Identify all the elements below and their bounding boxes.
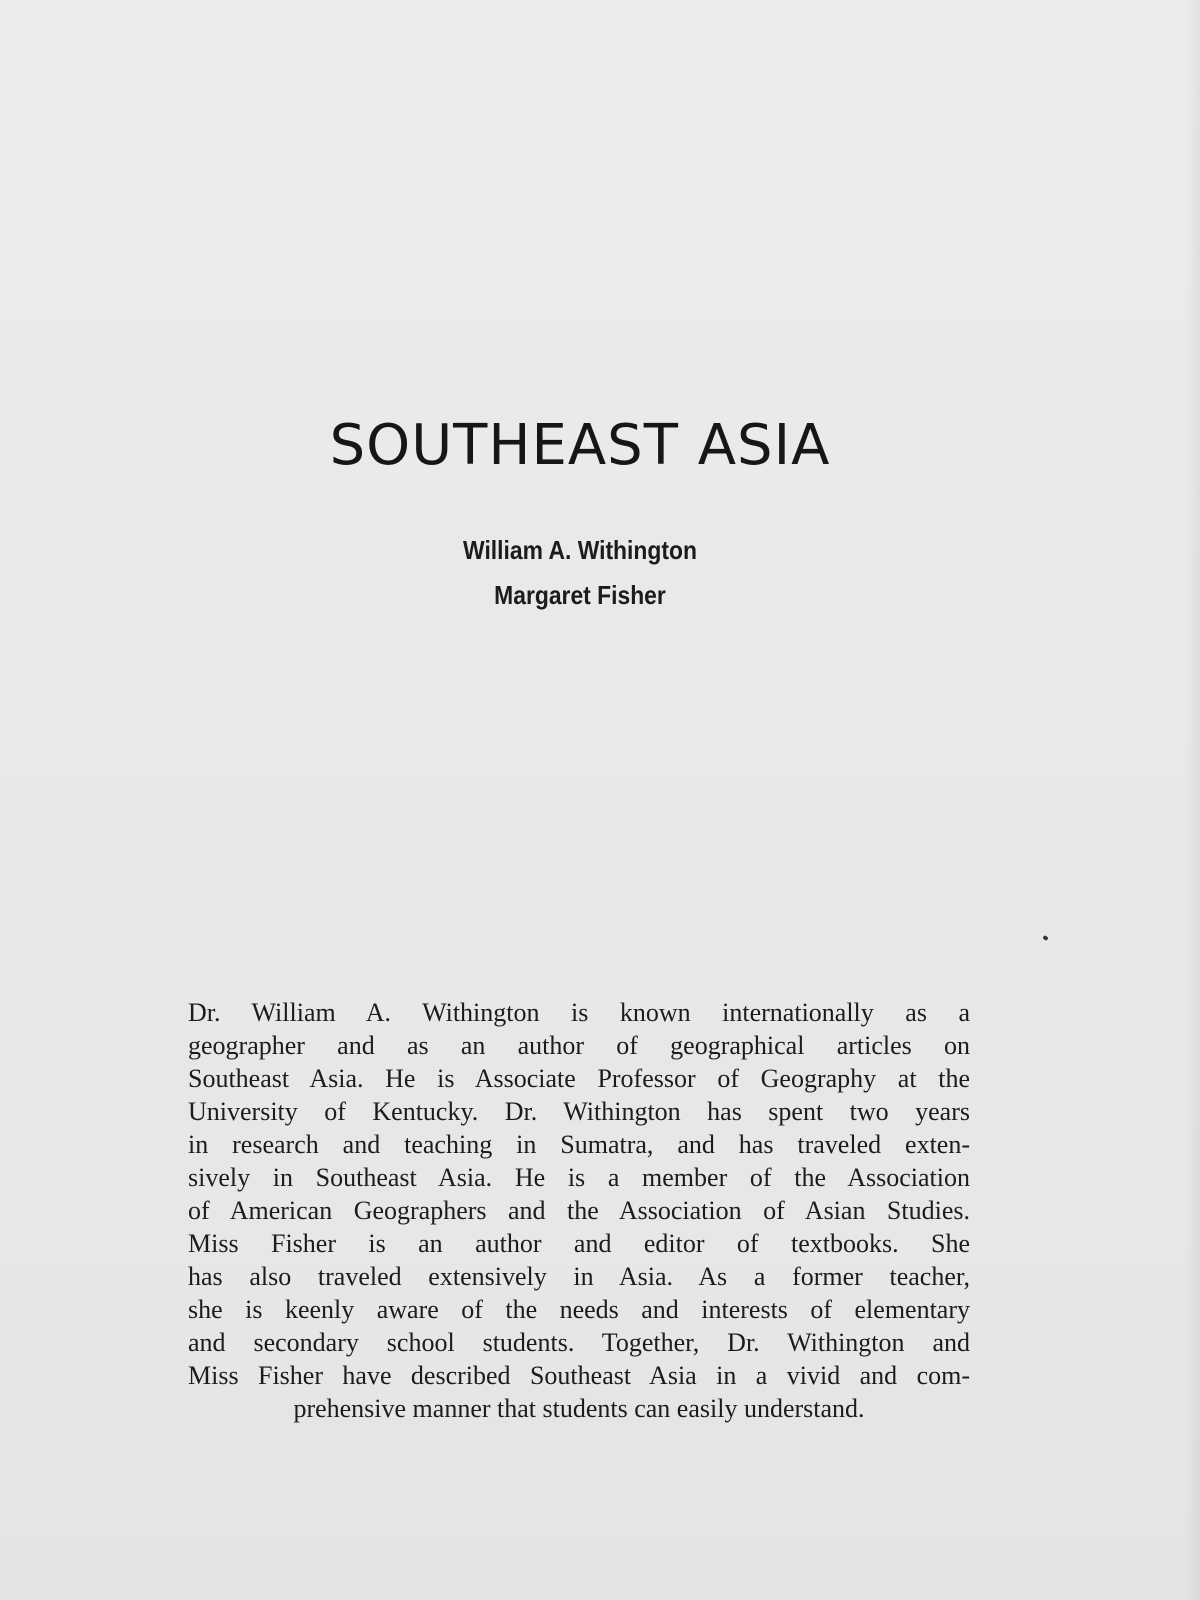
bio-line: Dr. William A. Withington is known internationally as a [188, 998, 970, 1027]
bio-line: she is keenly aware of the needs and interests of elementary [188, 1295, 970, 1324]
author-name: William A. Withington [463, 535, 697, 565]
bio-line: Miss Fisher is an author and editor of textbooks. She [188, 1229, 970, 1258]
bio-line: geographer and as an author of geographical articles on [188, 1031, 970, 1060]
bio-line: of American Geographers and the Association of Asian Studies. [188, 1196, 970, 1225]
page-edge-shadow [1186, 0, 1200, 1600]
bio-line: prehensive manner that students can easily understand. [293, 1394, 865, 1423]
bio-line: Southeast Asia. He is Associate Professor of Geography at the [188, 1064, 970, 1093]
author-list [0, 528, 1160, 618]
bio-line: has also traveled extensively in Asia. As a former teacher, [188, 1262, 970, 1291]
bio-line: in research and teaching in Sumatra, and has traveled exten- [188, 1130, 970, 1159]
author-biography [188, 996, 970, 1425]
bio-line: sively in Southeast Asia. He is a member of the Association [188, 1163, 970, 1192]
author-name: Margaret Fisher [494, 580, 666, 610]
bio-line: Miss Fisher have described Southeast Asia in a vivid and com- [188, 1361, 970, 1390]
bio-line: University of Kentucky. Dr. Withington has spent two years [188, 1097, 970, 1126]
ink-speck [1042, 935, 1048, 941]
book-title: SOUTHEAST ASIA [329, 413, 831, 478]
bio-line: and secondary school students. Together, Dr. Withington and [188, 1328, 970, 1357]
